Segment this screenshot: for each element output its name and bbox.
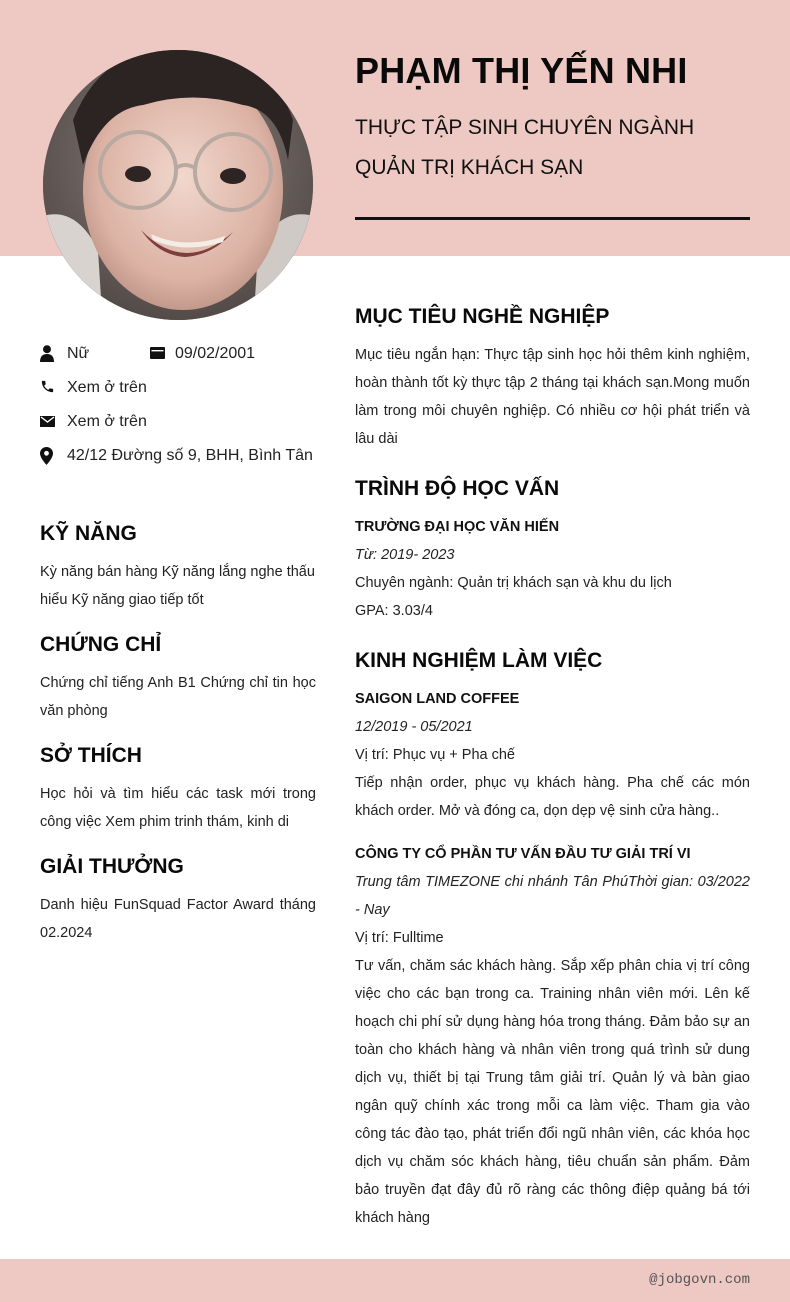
job-description: Tiếp nhận order, phục vụ khách hàng. Pha chế các món khách order. Mở và đóng ca, dọn dẹp vệ sinh cửa hàng..: [355, 775, 750, 819]
skills-text: Kỳ năng bán hàng Kỹ năng lắng nghe thấu hiểu Kỹ năng giao tiếp tốt: [40, 564, 315, 608]
location-pin-icon: [40, 447, 53, 465]
title-divider: [355, 217, 750, 220]
awards-text: Danh hiệu FunSquad Factor Award tháng 02.2024: [40, 897, 316, 941]
footer-watermark: @jobgovn.com: [649, 1272, 750, 1288]
hobbies-text: Học hỏi và tìm hiểu các task mới trong công việc Xem phim trinh thám, kinh di: [40, 786, 316, 830]
job-position: Vị trí: Fulltime: [355, 930, 444, 946]
education-period: Từ: 2019- 2023: [355, 547, 455, 563]
hobbies-heading: SỞ THÍCH: [40, 744, 142, 767]
birthday-value: 09/02/2001: [175, 345, 256, 362]
avatar: [43, 50, 313, 320]
calendar-icon: [150, 347, 165, 359]
job-title: THỰC TẬP SINH CHUYÊN NGÀNH QUẢN TRỊ KHÁCH SẠN: [355, 116, 695, 179]
job-company: CÔNG TY CỔ PHẦN TƯ VẤN ĐẦU TƯ GIẢI TRÍ VI: [355, 846, 691, 862]
job-description: Tư vấn, chăm sác khách hàng. Sắp xếp phân chia vị trí công việc cho các bạn trong ca. Training nhân viên mới. Lên kế hoạch chi phí sử dụng hàng hóa trong tháng. Đảm bảo sự an toàn cho khách hàng và nhân viên trong quá trình sử dung dịch vụ, thiết bị tại Trung tâm giải trí. Quản lý và bàn giao ngân quỹ chính xác trong mỗi ca làm việc. Tham gia vào công tác đào tạo, phát triển đổi ngũ nhân viên, các khóa học dịch vụ chăm sóc khách hàng, tiêu chuẩn sản phẩm. Đảm bảo truyền đạt đây đủ rõ ràng các thông điệp quảng bá tới khách hàng: [355, 958, 750, 1226]
job-position: Vị trí: Phục vụ + Pha chế: [355, 747, 515, 763]
person-icon: [40, 345, 54, 362]
awards-heading: GIẢI THƯỞNG: [40, 855, 184, 878]
job-company: SAIGON LAND COFFEE: [355, 691, 520, 707]
certificates-text: Chứng chỉ tiếng Anh B1 Chứng chỉ tin học văn phòng: [40, 675, 316, 719]
education-gpa: GPA: 3.03/4: [355, 603, 433, 619]
phone-value: Xem ở trên: [67, 379, 147, 396]
phone-icon: [40, 379, 55, 394]
objective-heading: MỤC TIÊU NGHỀ NGHIỆP: [355, 305, 610, 328]
job-period: 12/2019 - 05/2021: [355, 719, 473, 735]
skills-heading: KỸ NĂNG: [40, 522, 137, 545]
education-major: Chuyên ngành: Quản trị khách sạn và khu du lịch: [355, 575, 672, 591]
email-value: Xem ở trên: [67, 413, 147, 430]
candidate-name: PHẠM THỊ YẾN NHI: [355, 50, 688, 91]
address-value: 42/12 Đường số 9, BHH, Bình Tân: [67, 447, 313, 464]
job-period: Trung tâm TIMEZONE chi nhánh Tân PhúThời gian: 03/2022 - Nay: [355, 874, 750, 918]
portrait-photo: [43, 50, 313, 320]
education-heading: TRÌNH ĐỘ HỌC VẤN: [355, 477, 560, 500]
certificates-heading: CHỨNG CHỈ: [40, 633, 162, 656]
education-school: TRƯỜNG ĐẠI HỌC VĂN HIẾN: [355, 519, 560, 535]
objective-text: Mục tiêu ngắn hạn: Thực tập sinh học hỏi thêm kinh nghiệm, hoàn thành tốt kỳ thực tập 2 tháng tại khách sạn.Mong muốn làm trong môi chuyên nghiệp. Có nhiều cơ hội phát triển và lâu dài: [355, 347, 750, 447]
gender-value: Nữ: [67, 345, 90, 362]
experience-heading: KINH NGHIỆM LÀM VIỆC: [355, 649, 603, 672]
email-icon: [40, 416, 55, 427]
